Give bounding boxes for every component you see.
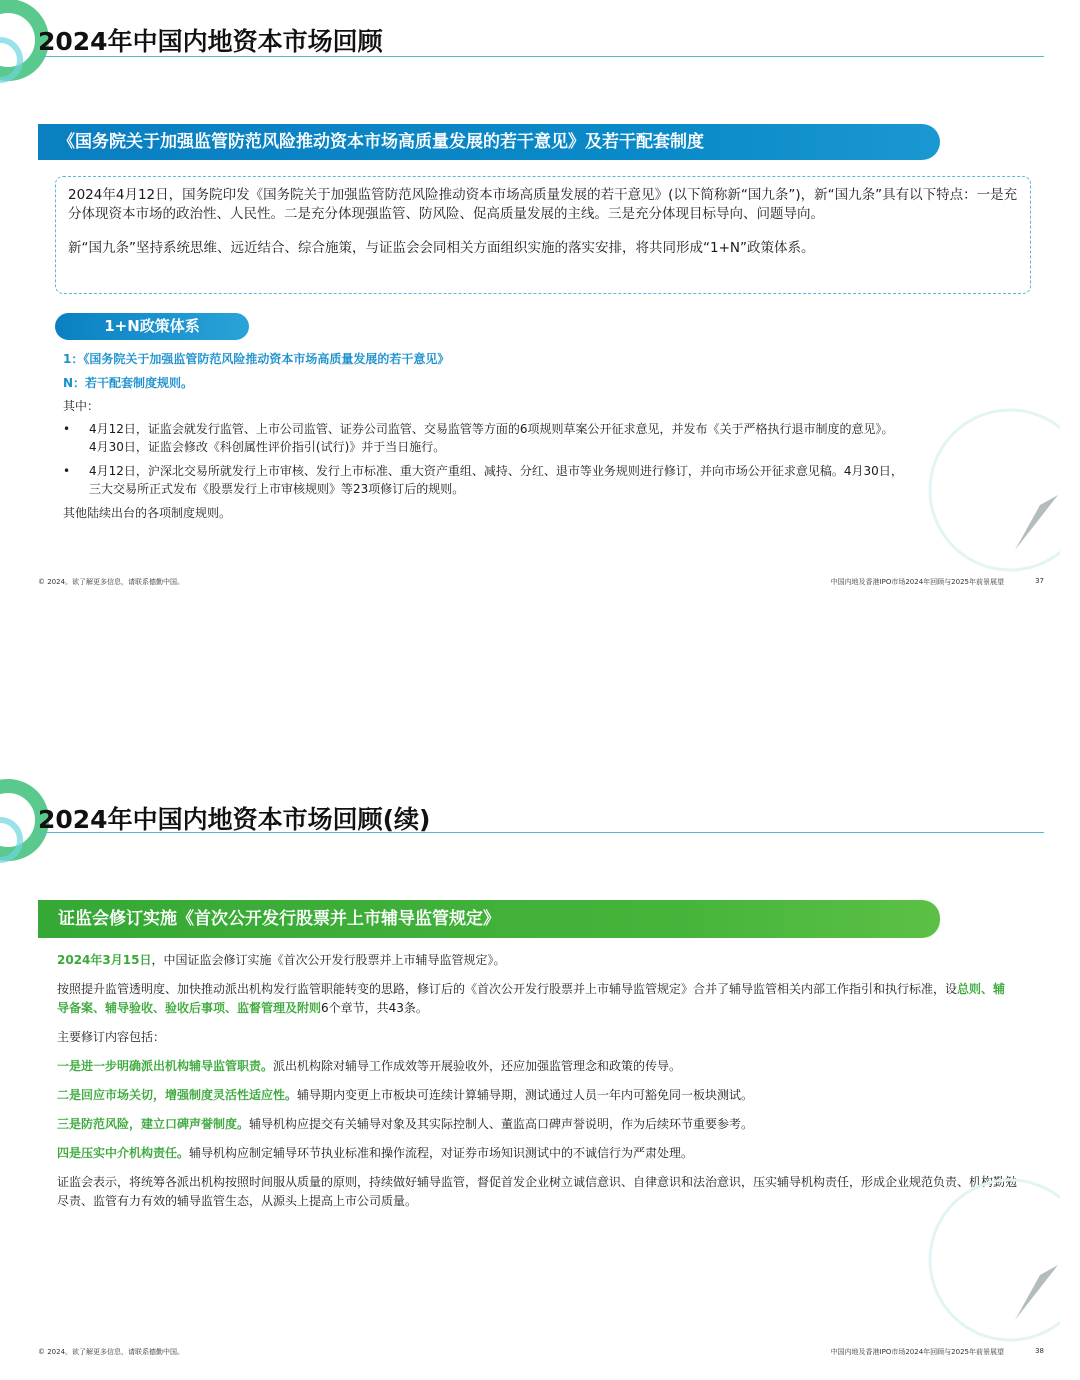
list-item-line: 三大交易所正式发布《股票发行上市审核规则》等23项修订后的规则。	[89, 482, 465, 496]
date-highlight: 2024年3月15日	[57, 953, 152, 967]
title-divider	[38, 56, 1044, 57]
structure-text: 按照提升监管透明度、加快推动派出机构发行监管职能转变的思路，修订后的《首次公开发行股票并上市辅导监管规定》合并了辅导监管相关内部工作指引和执行标准，设	[57, 982, 958, 996]
page-number: 37	[1035, 577, 1044, 585]
bullet-icon: •	[63, 464, 71, 478]
revision-point-highlight: 一是进一步明确派出机构辅导监管职责。	[57, 1059, 274, 1073]
revision-intro: 主要修订内容包括：	[57, 1030, 166, 1044]
regulation-content	[57, 951, 1017, 1221]
list-item	[57, 1115, 1017, 1134]
report-name-footer: 中国内地及香港IPO市场2024年回顾与2025年前景展望	[830, 1348, 1004, 1356]
watermark-decoration	[890, 400, 1060, 580]
page-title: 2024年中国内地资本市场回顾(续)	[38, 805, 431, 834]
list-item-line: 4月12日，沪深北交易所就发行上市审核、发行上市标准、重大资产重组、减持、分红、退市等业务规则进行修订，并向市场公开征求意见稿。4月30日，	[89, 464, 903, 478]
section-banner: 《国务院关于加强监管防范风险推动资本市场高质量发展的若干意见》及若干配套制度	[38, 124, 940, 160]
closing-paragraph: 证监会表示，将统筹各派出机构按照时间服从质量的原则，持续做好辅导监管，督促首发企业树立诚信意识、自律意识和法治意识，压实辅导机构责任，形成企业规范负责、机构勤勉尽责、监管有力有效的辅导监管生态，从源头上提高上市公司质量。	[57, 1175, 1018, 1208]
revision-point-highlight: 二是回应市场关切，增强制度灵活性适应性。	[57, 1088, 298, 1102]
chapters-highlight: 总则、辅导备案、辅导验收、验收后事项、监督管理及附则	[57, 982, 1006, 1015]
page-number: 38	[1035, 1347, 1044, 1355]
title-divider	[38, 832, 1044, 833]
corner-decoration	[0, 0, 60, 120]
revision-point-highlight: 三是防范风险，建立口碑声誉制度。	[57, 1117, 250, 1131]
revision-point-text: 辅导机构应制定辅导环节执业标准和操作流程，对证券市场知识测试中的不诚信行为严肃处理。	[189, 1146, 694, 1160]
watermark-decoration	[890, 1170, 1060, 1350]
structure-end: 6个章节，共43条。	[321, 1001, 428, 1015]
report-page-37	[0, 0, 1080, 610]
list-item	[63, 420, 1023, 456]
bullet-icon: •	[63, 422, 71, 436]
policy-line-n: N：若干配套制度规则。	[63, 376, 194, 390]
among-label: 其中：	[63, 399, 100, 413]
summary-box	[55, 176, 1031, 294]
page-title: 2024年中国内地资本市场回顾	[38, 27, 383, 56]
report-page-38	[0, 770, 1080, 1380]
policy-system-pill: 1+N政策体系	[55, 313, 249, 340]
copyright-footer: © 2024。欲了解更多信息，请联系德勤中国。	[38, 1348, 185, 1356]
other-rules-text: 其他陆续出台的各项制度规则。	[63, 506, 232, 520]
structure-paragraph	[57, 980, 1017, 1018]
policy-line-1: 1：《国务院关于加强监管防范风险推动资本市场高质量发展的若干意见》	[63, 352, 450, 366]
list-item	[57, 1057, 1017, 1076]
policy-list	[63, 350, 1023, 522]
list-item-line: 4月30日，证监会修改《科创属性评价指引(试行)》并于当日施行。	[89, 440, 446, 454]
revision-point-highlight: 四是压实中介机构责任。	[57, 1146, 190, 1160]
page-gap	[0, 610, 1080, 770]
summary-paragraph-2: 新“国九条”坚持系统思维、远近结合、综合施策，与证监会会同相关方面组织实施的落实安排，将共同形成“1+N”政策体系。	[68, 240, 815, 256]
date-paragraph	[57, 951, 1017, 970]
revision-point-text: 辅导机构应提交有关辅导对象及其实际控制人、董监高口碑声誉说明，作为后续环节重要参考。	[249, 1117, 754, 1131]
revision-point-text: 辅导期内变更上市板块可连续计算辅导期，测试通过人员一年内可豁免同一板块测试。	[297, 1088, 754, 1102]
date-paragraph-text: ，中国证监会修订实施《首次公开发行股票并上市辅导监管规定》。	[151, 953, 506, 967]
list-item-line: 4月12日，证监会就发行监管、上市公司监管、证券公司监管、交易监管等方面的6项规则草案公开征求意见，并发布《关于严格执行退市制度的意见》。	[89, 422, 894, 436]
report-name-footer: 中国内地及香港IPO市场2024年回顾与2025年前景展望	[830, 578, 1004, 586]
copyright-footer: © 2024。欲了解更多信息，请联系德勤中国。	[38, 578, 185, 586]
section-banner: 证监会修订实施《首次公开发行股票并上市辅导监管规定》	[38, 900, 940, 938]
list-item	[57, 1086, 1017, 1105]
summary-paragraph-1: 2024年4月12日，国务院印发《国务院关于加强监管防范风险推动资本市场高质量发展的若干意见》(以下简称新“国九条”)，新“国九条”具有以下特点：一是充分体现资本市场的政治性、人民性。二是充分体现强监管、防风险、促高质量发展的主线。三是充分体现目标导向、问题导向。	[68, 187, 1018, 222]
list-item	[57, 1144, 1017, 1163]
revision-point-text: 派出机构除对辅导工作成效等开展验收外，还应加强监管理念和政策的传导。	[273, 1059, 682, 1073]
list-item	[63, 462, 1023, 498]
